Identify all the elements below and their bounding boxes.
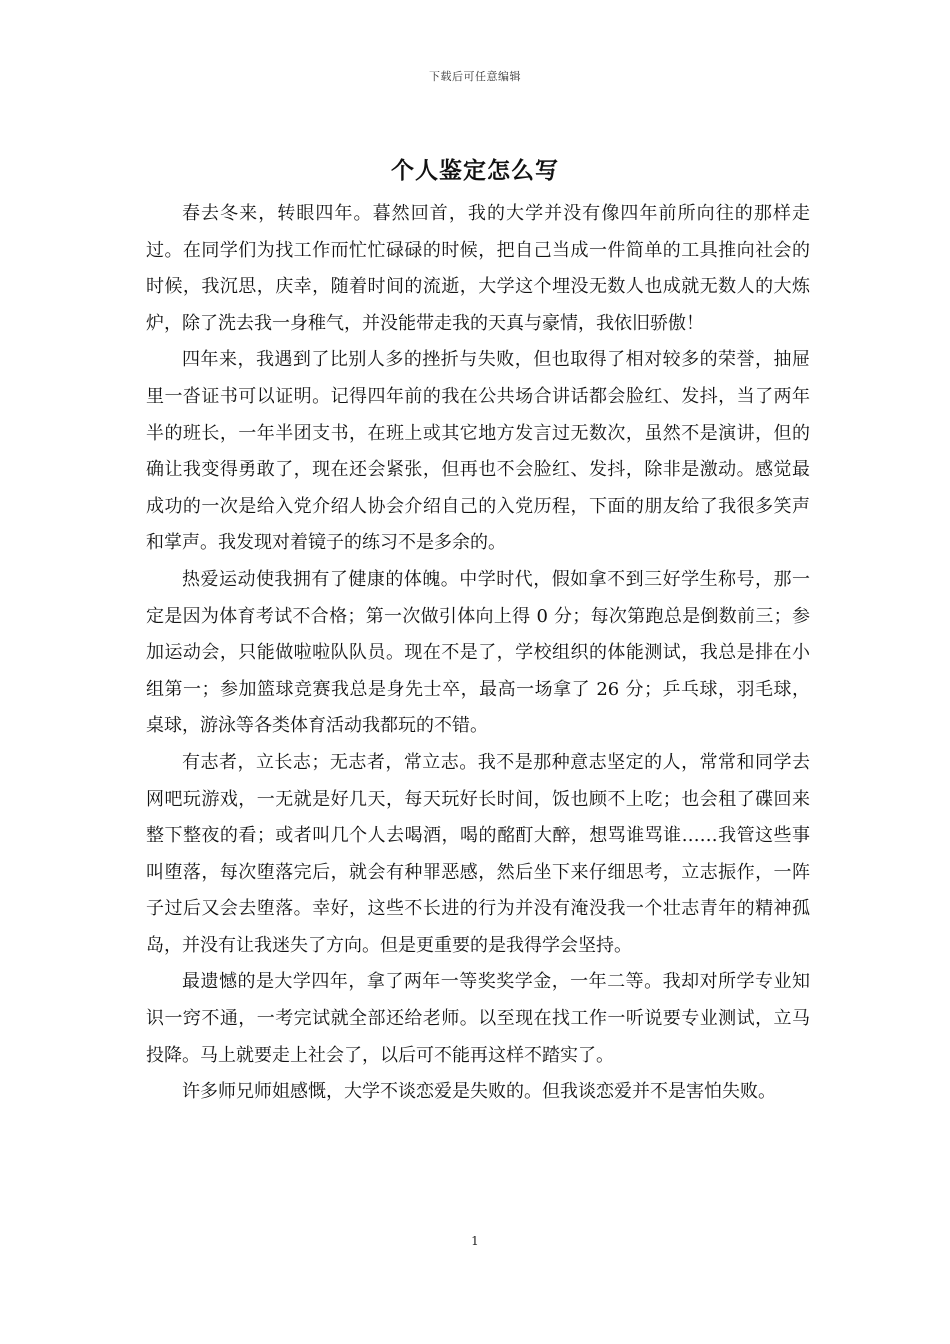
paragraph: 四年来，我遇到了比别人多的挫折与失败，但也取得了相对较多的荣誉，抽屉里一沓证书可以证明。记得四年前的我在公共场合讲话都会脸红、发抖，当了两年半的班长，一年半团支书，在班上或其它地方发言过无数次，虽然不是演讲，但的确让我变得勇敢了，现在还会紧张，但再也不会脸红、发抖，除非是激动。感觉最成功的一次是给入党介绍人协会介绍自己的入党历程，下面的朋友给了我很多笑声和掌声。我发现对着镜子的练习不是多余的。 xyxy=(146,349,810,554)
paragraph: 有志者，立长志；无志者，常立志。我不是那种意志坚定的人，常常和同学去网吧玩游戏，一无就是好几天，每天玩好长时间，饭也顾不上吃；也会租了碟回来整下整夜的看；或者叫几个人去喝酒，喝的酩酊大醉，想骂谁骂谁……我管这些事叫堕落，每次堕落完后，就会有种罪恶感，然后坐下来仔细思考，立志振作，一阵子过后又会去堕落。幸好，这些不长进的行为并没有淹没我一个壮志青年的精神孤岛，并没有让我迷失了方向。但是更重要的是我得学会坚持。 xyxy=(146,751,810,956)
paragraph: 春去冬来，转眼四年。暮然回首，我的大学并没有像四年前所向往的那样走过。在同学们为找工作而忙忙碌碌的时候，把自己当成一件简单的工具推向社会的时候，我沉思，庆幸，随着时间的流逝，大学这个埋没无数人也成就无数人的大炼炉，除了洗去我一身稚气，并没能带走我的天真与豪情，我依旧骄傲！ xyxy=(146,203,810,334)
page-number: 1 xyxy=(471,1234,479,1248)
document-title: 个人鉴定怎么写 xyxy=(391,157,559,184)
document-body xyxy=(146,196,810,1111)
header-note: 下载后可任意编辑 xyxy=(429,70,521,83)
paragraph: 许多师兄师姐感慨，大学不谈恋爱是失败的。但我谈恋爱并不是害怕失败。 xyxy=(182,1081,776,1103)
paragraph: 最遗憾的是大学四年，拿了两年一等奖奖学金，一年二等。我却对所学专业知识一窍不通，一考完试就全部还给老师。以至现在找工作一听说要专业测试，立马投降。马上就要走上社会了，以后可不能再这样不踏实了。 xyxy=(146,971,810,1066)
paragraph: 热爱运动使我拥有了健康的体魄。中学时代，假如拿不到三好学生称号，那一定是因为体育考试不合格；第一次做引体向上得 0 分；每次第跑总是倒数前三；参加运动会，只能做啦啦队队员。现在不是了，学校组织的体能测试，我总是排在小组第一；参加篮球竞赛我总是身先士卒，最高一场拿了 26 分；乒乓球，羽毛球，桌球，游泳等各类体育活动我都玩的不错。 xyxy=(146,568,810,737)
